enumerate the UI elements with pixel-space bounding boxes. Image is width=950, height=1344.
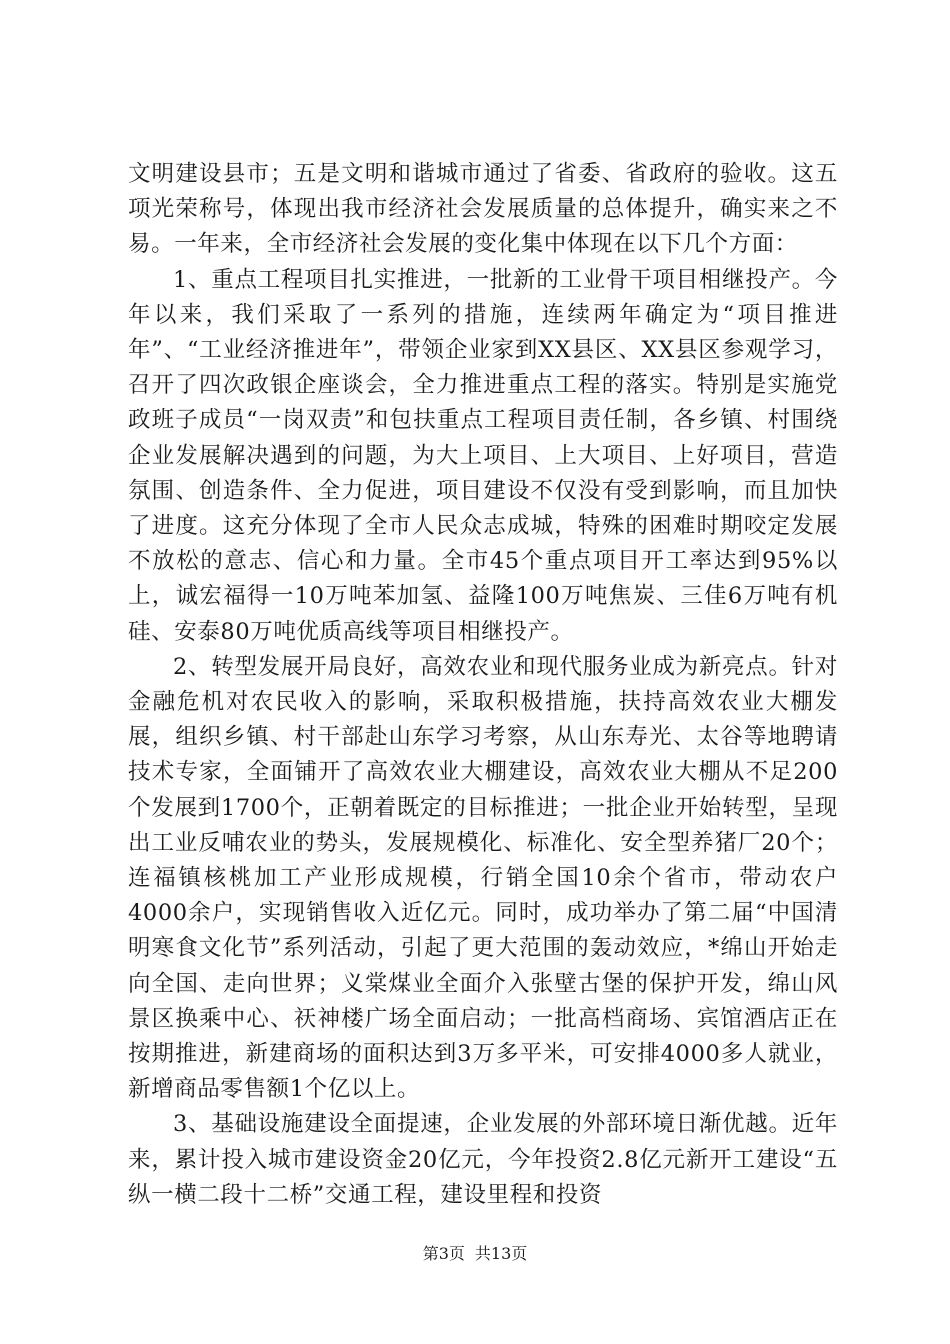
- document-body: [128, 157, 838, 1213]
- paragraph-transformation: 2、转型发展开局良好，高效农业和现代服务业成为新亮点。针对金融危机对农民收入的影响，采取积极措施，扶持高效农业大棚发展，组织乡镇、村干部赴山东学习考察，从山东寿光、太谷等地聘请技术专家，全面铺开了高效农业大棚建设，高效农业大棚从不足200个发展到1700个，正朝着既定的目标推进；一批企业开始转型，呈现出工业反哺农业的势头，发展规模化、标准化、安全型养猪厂20个；连福镇核桃加工产业形成规模，行销全国10余个省市，带动农户4000余户，实现销售收入近亿元。同时，成功举办了第二届“中国清明寒食文化节”系列活动，引起了更大范围的轰动效应，*绵山开始走向全国、走向世界；义棠煤业全面介入张壁古堡的保护开发，绵山风景区换乘中心、祆神楼广场全面启动；一批高档商场、宾馆酒店正在按期推进，新建商场的面积达到3万多平米，可安排4000多人就业，新增商品零售额1个亿以上。: [128, 653, 838, 1103]
- page-number: 第3页: [422, 1244, 465, 1263]
- paragraph-continuation: 文明建设县市；五是文明和谐城市通过了省委、省政府的验收。这五项光荣称号，体现出我市经济社会发展质量的总体提升，确实来之不易。一年来，全市经济社会发展的变化集中体现在以下几个方面：: [128, 161, 838, 258]
- paragraph-infrastructure: 3、基础设施建设全面提速，企业发展的外部环境日渐优越。近年来，累计投入城市建设资金20亿元，今年投资2.8亿元新开工建设“五纵一横二段十二桥”交通工程，建设里程和投资: [128, 1111, 838, 1208]
- page-footer: [0, 1244, 950, 1264]
- paragraph-key-projects: 1、重点工程项目扎实推进，一批新的工业骨干项目相继投产。今年以来，我们采取了一系列的措施，连续两年确定为“项目推进年”、“工业经济推进年”，带领企业家到XX县区、XX县区参观学习，召开了四次政银企座谈会，全力推进重点工程的落实。特别是实施党政班子成员“一岗双责”和包扶重点工程项目责任制，各乡镇、村围绕企业发展解决遇到的问题，为大上项目、上大项目、上好项目，营造氛围、创造条件、全力促进，项目建设不仅没有受到影响，而且加快了进度。这充分体现了全市人民众志成城，特殊的困难时期咬定发展不放松的意志、信心和力量。全市45个重点项目开工率达到95%以上，诚宏福得一10万吨苯加氢、益隆100万吨焦炭、三佳6万吨有机硅、安泰80万吨优质高线等项目相继投产。: [128, 266, 838, 645]
- page-total: 共13页: [474, 1244, 528, 1263]
